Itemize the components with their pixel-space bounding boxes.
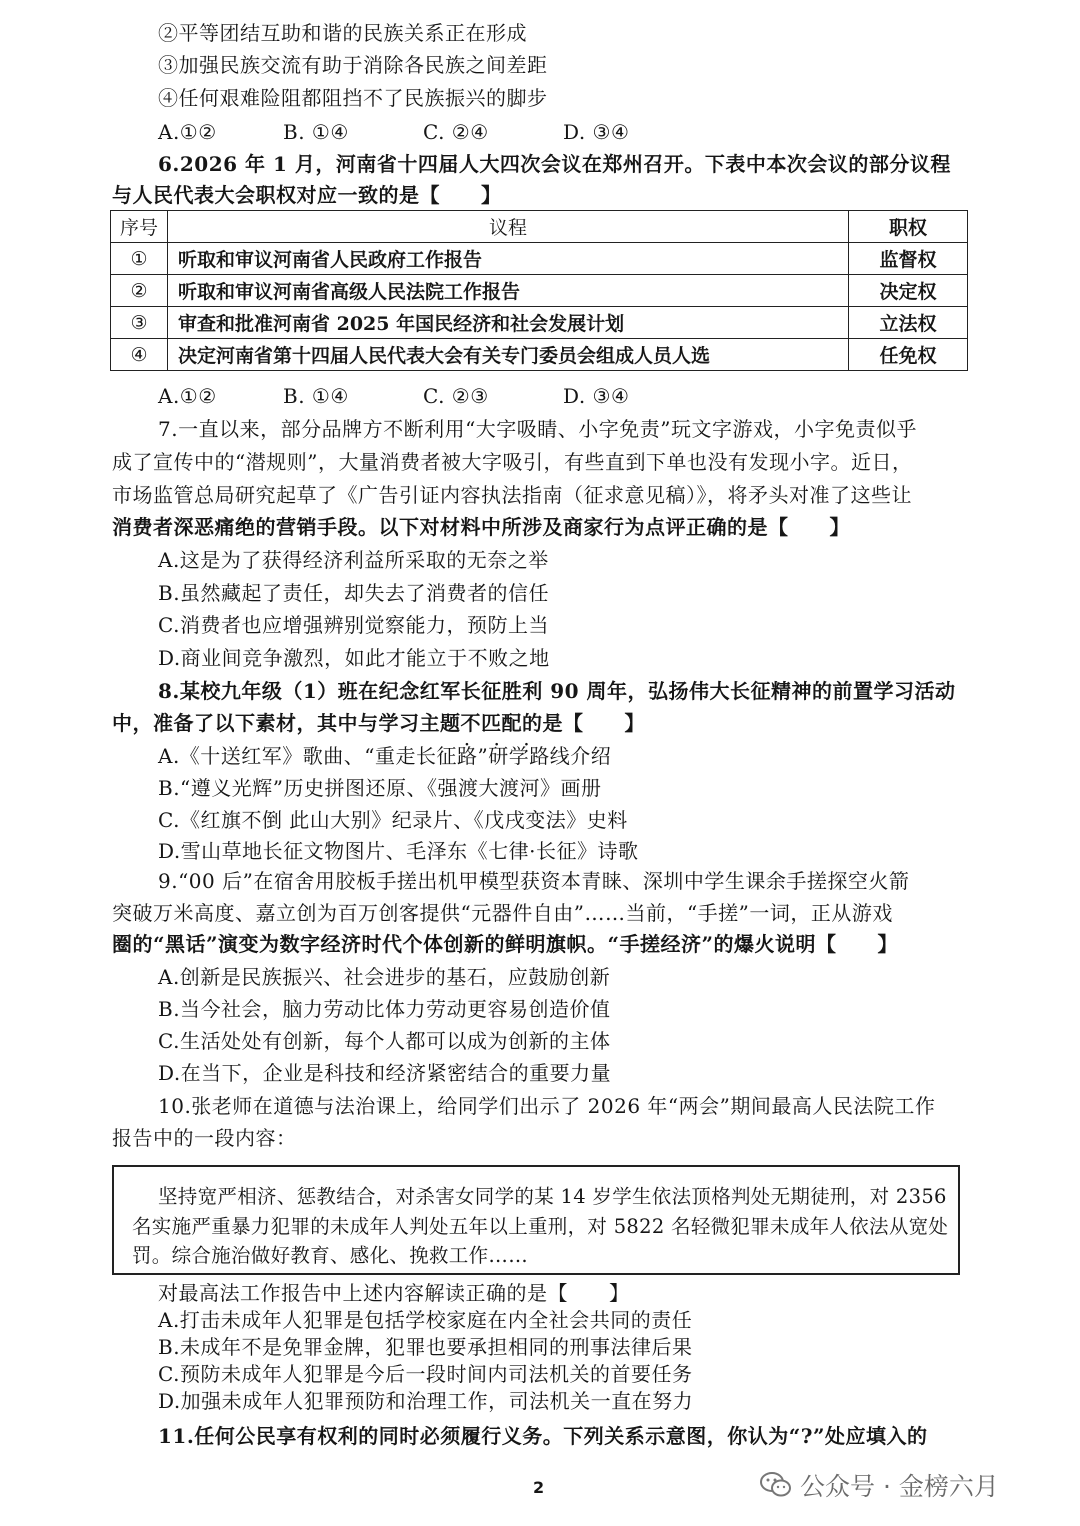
q6-options — [158, 381, 629, 411]
q6-stem-line-2: 与人民代表大会职权对应一致的是【 】 — [112, 183, 502, 207]
q7-option-b: B.虽然藏起了责任，却失去了消费者的信任 — [158, 581, 550, 605]
statement-4: ④任何艰难险阻都阻挡不了民族振兴的脚步 — [158, 86, 548, 110]
watermark-text: 公众号 · 金榜六月 — [800, 1472, 999, 1501]
row-power: 任免权 — [849, 339, 968, 371]
row-item: 听取和审议河南省人民政府工作报告 — [168, 243, 849, 275]
q9-option-c: C.生活处处有创新，每个人都可以成为创新的主体 — [158, 1029, 611, 1053]
q10-option-d: D.加强未成年人犯罪预防和治理工作，司法机关一直在努力 — [158, 1389, 694, 1413]
q7-stem-line-4: 消费者深恶痛绝的营销手段。以下对材料中所涉及商家行为点评正确的是【 】 — [112, 515, 850, 539]
q7-stem-line-1: 7.一直以来，部分品牌方不断利用“大字吸睛、小字免责”玩文字游戏，小字免责似乎 — [158, 417, 918, 441]
prev-options — [158, 117, 629, 147]
q9-stem-line-3: 圈的“黑话”演变为数字经济时代个体创新的鲜明旗帜。“手搓经济”的爆火说明【 】 — [112, 932, 899, 956]
row-power: 立法权 — [849, 307, 968, 339]
q7-stem-line-3: 市场监管总局研究起草了《广告引证内容执法指南（征求意见稿）》，将矛头对准了这些让 — [112, 483, 912, 507]
q6-stem-line-1: 6.2026 年 1 月，河南省十四届人大四次会议在郑州召开。下表中本次会议的部分议程 — [158, 152, 951, 176]
row-item: 听取和审议河南省高级人民法院工作报告 — [168, 275, 849, 307]
q7-option-c: C.消费者也应增强辨别觉察能力，预防上当 — [158, 613, 549, 637]
q8-option-a: A.《十送红军》歌曲、“重走长征路”研学路线介绍 — [158, 744, 612, 768]
excerpt-line-1: 坚持宽严相济、惩教结合，对杀害女同学的某 14 岁学生依法顶格判处无期徒刑，对 2356 — [158, 1185, 947, 1208]
header-power: 职权 — [849, 211, 968, 243]
q8-option-d: D.雪山草地长征文物图片、毛泽东《七律·长征》诗歌 — [158, 839, 639, 863]
table-row — [111, 339, 968, 371]
excerpt-line-2: 名实施严重暴力犯罪的未成年人判处五年以上重刑，对 5822 名轻微犯罪未成年人依法从宽处 — [132, 1215, 949, 1238]
q8-stem-post: 的是【 】 — [522, 711, 645, 735]
q8-option-b: B.“遵义光辉”历史拼图还原、《强渡大渡河》画册 — [158, 776, 602, 800]
q10-prompt: 对最高法工作报告中上述内容解读正确的是【 】 — [158, 1281, 630, 1305]
header-item: 议程 — [168, 211, 849, 243]
row-no: ③ — [111, 307, 168, 339]
row-item: 决定河南省第十四届人民代表大会有关专门委员会组成人员人选 — [168, 339, 849, 371]
agenda-table — [110, 210, 968, 371]
page-number: 2 — [533, 1478, 545, 1497]
q9-stem-line-1: 9.“00 后”在宿舍用胶板手搓出机甲模型获资本青睐、深圳中学生课余手搓探空火箭 — [158, 869, 910, 893]
q7-option-a: A.这是为了获得经济利益所采取的无奈之举 — [158, 548, 549, 572]
option-c: C. ②④ — [423, 120, 489, 144]
table-row — [111, 307, 968, 339]
wechat-icon — [760, 1471, 792, 1499]
row-no: ① — [111, 243, 168, 275]
q8-option-c: C.《红旗不倒 此山大别》纪录片、《戊戌变法》史料 — [158, 808, 628, 832]
row-no: ② — [111, 275, 168, 307]
q9-option-b: B.当今社会，脑力劳动比体力劳动更容易创造价值 — [158, 997, 611, 1021]
q8-emphasis: 不匹配 · · · — [461, 711, 523, 735]
q10-option-b: B.未成年不是免罪金牌，犯罪也要承担相同的刑事法律后果 — [158, 1335, 693, 1359]
excerpt-line-3: 罚。综合施治做好教育、感化、挽救工作…… — [132, 1244, 529, 1267]
q7-option-d: D.商业间竞争激烈，如此才能立于不败之地 — [158, 646, 550, 670]
statement-3: ③加强民族交流有助于消除各民族之间差距 — [158, 53, 548, 77]
option-d: D. ③④ — [563, 384, 630, 408]
option-b: B. ①④ — [283, 384, 349, 408]
option-d: D. ③④ — [563, 120, 630, 144]
watermark — [760, 1465, 999, 1505]
q8-stem-line-2 — [112, 708, 645, 738]
row-power: 决定权 — [849, 275, 968, 307]
q8-stem-line-1: 8.某校九年级（1）班在纪念红军长征胜利 90 周年，弘扬伟大长征精神的前置学习活动 — [158, 679, 956, 703]
q8-stem-pre: 中，准备了以下素材，其中与学习主题 — [112, 711, 461, 735]
q10-option-c: C.预防未成年人犯罪是今后一段时间内司法机关的首要任务 — [158, 1362, 693, 1386]
option-b: B. ①④ — [283, 120, 349, 144]
row-no: ④ — [111, 339, 168, 371]
statement-2: ②平等团结互助和谐的民族关系正在形成 — [158, 21, 527, 45]
option-a: A.①② — [158, 120, 217, 144]
q9-option-d: D.在当下，企业是科技和经济紧密结合的重要力量 — [158, 1061, 612, 1085]
q9-option-a: A.创新是民族振兴、社会进步的基石，应鼓励创新 — [158, 965, 611, 989]
row-item: 审查和批准河南省 2025 年国民经济和社会发展计划 — [168, 307, 849, 339]
table-row — [111, 275, 968, 307]
header-no: 序号 — [111, 211, 168, 243]
table-row — [111, 243, 968, 275]
option-a: A.①② — [158, 384, 217, 408]
q10-stem-line-1: 10.张老师在道德与法治课上，给同学们出示了 2026 年“两会”期间最高人民法院工作 — [158, 1094, 936, 1118]
option-c: C. ②③ — [423, 384, 489, 408]
q10-option-a: A.打击未成年人犯罪是包括学校家庭在内全社会共同的责任 — [158, 1308, 693, 1332]
table-header-row — [111, 211, 968, 243]
q11-stem-line-1: 11.任何公民享有权利的同时必须履行义务。下列关系示意图，你认为“?”处应填入的 — [158, 1424, 928, 1448]
row-power: 监督权 — [849, 243, 968, 275]
report-excerpt-box — [112, 1165, 960, 1275]
q9-stem-line-2: 突破万米高度、嘉立创为百万创客提供“元器件自由”……当前，“手搓”一词，正从游戏 — [112, 901, 893, 925]
q7-stem-line-2: 成了宣传中的“潜规则”，大量消费者被大字吸引，有些直到下单也没有发现小字。近日， — [112, 450, 913, 474]
q10-stem-line-2: 报告中的一段内容： — [112, 1126, 297, 1150]
